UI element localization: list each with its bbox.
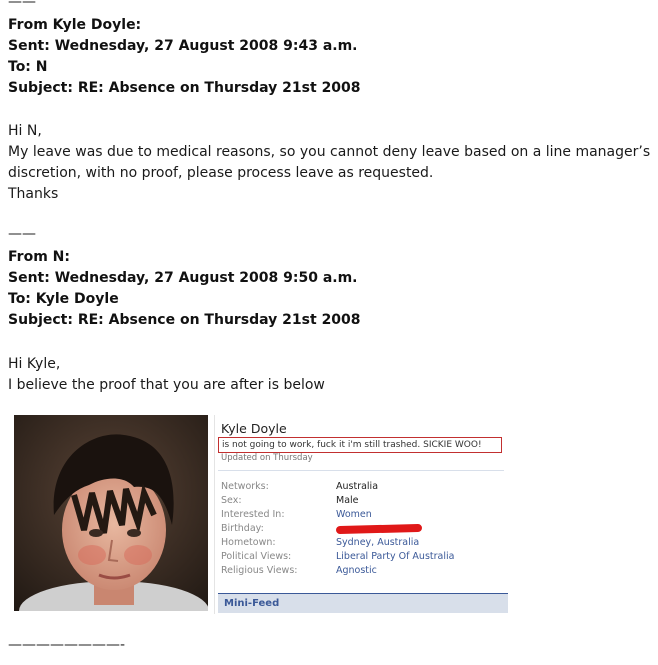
divider [218,470,504,471]
info-link[interactable]: Agnostic [336,565,377,576]
info-link[interactable]: Sydney, Australia [336,537,420,548]
info-label: Hometown: [221,537,276,548]
profile-name[interactable]: Kyle Doyle [221,421,287,436]
info-row-sex [221,494,501,508]
subject-line: Subject: RE: Absence on Thursday 21st 2008 [8,312,361,328]
info-row-interested-in [221,508,501,522]
profile-info-panel [218,415,508,614]
body-line: discretion, with no proof, please process leave as requested. [8,165,434,181]
footer-separator: ————————- [8,637,126,653]
from-line: From N: [8,249,70,265]
body-line: My leave was due to medical reasons, so you cannot deny leave based on a line manager’s [8,144,651,160]
facebook-profile-screenshot [14,415,508,614]
info-label: Interested In: [221,509,285,520]
status-update: is not going to work, fuck it i'm still trashed. SICKIE WOO! [218,437,502,453]
profile-photo-image [14,415,208,611]
info-row-hometown [221,536,501,550]
status-updated-time: Updated on Thursday [221,453,313,463]
mini-feed-header[interactable]: Mini-Feed [218,593,508,613]
greeting: Hi Kyle, [8,356,61,372]
subject-line: Subject: RE: Absence on Thursday 21st 2008 [8,80,361,96]
info-row-political-views [221,550,501,564]
separator: —— [8,0,36,10]
info-label: Political Views: [221,551,292,562]
info-value: Australia [336,481,379,492]
info-link[interactable]: Women [336,509,372,520]
info-label: Networks: [221,481,269,492]
redaction-mark [336,524,422,534]
info-value: Male [336,495,359,506]
sign-off: Thanks [8,186,59,202]
sent-line: Sent: Wednesday, 27 August 2008 9:50 a.m. [8,270,358,286]
separator: —— [8,226,36,242]
info-row-networks [221,480,501,494]
to-line: To: Kyle Doyle [8,291,119,307]
info-label: Sex: [221,495,242,506]
info-row-birthday [221,522,501,536]
info-label: Religious Views: [221,565,298,576]
sent-line: Sent: Wednesday, 27 August 2008 9:43 a.m. [8,38,358,54]
body-line: I believe the proof that you are after is below [8,377,325,393]
greeting: Hi N, [8,123,42,139]
info-label: Birthday: [221,523,264,534]
to-line: To: N [8,59,48,75]
info-row-religious-views [221,564,501,578]
divider [214,415,215,614]
profile-photo [14,415,208,611]
from-line: From Kyle Doyle: [8,17,142,33]
info-link[interactable]: Liberal Party Of Australia [336,551,455,562]
